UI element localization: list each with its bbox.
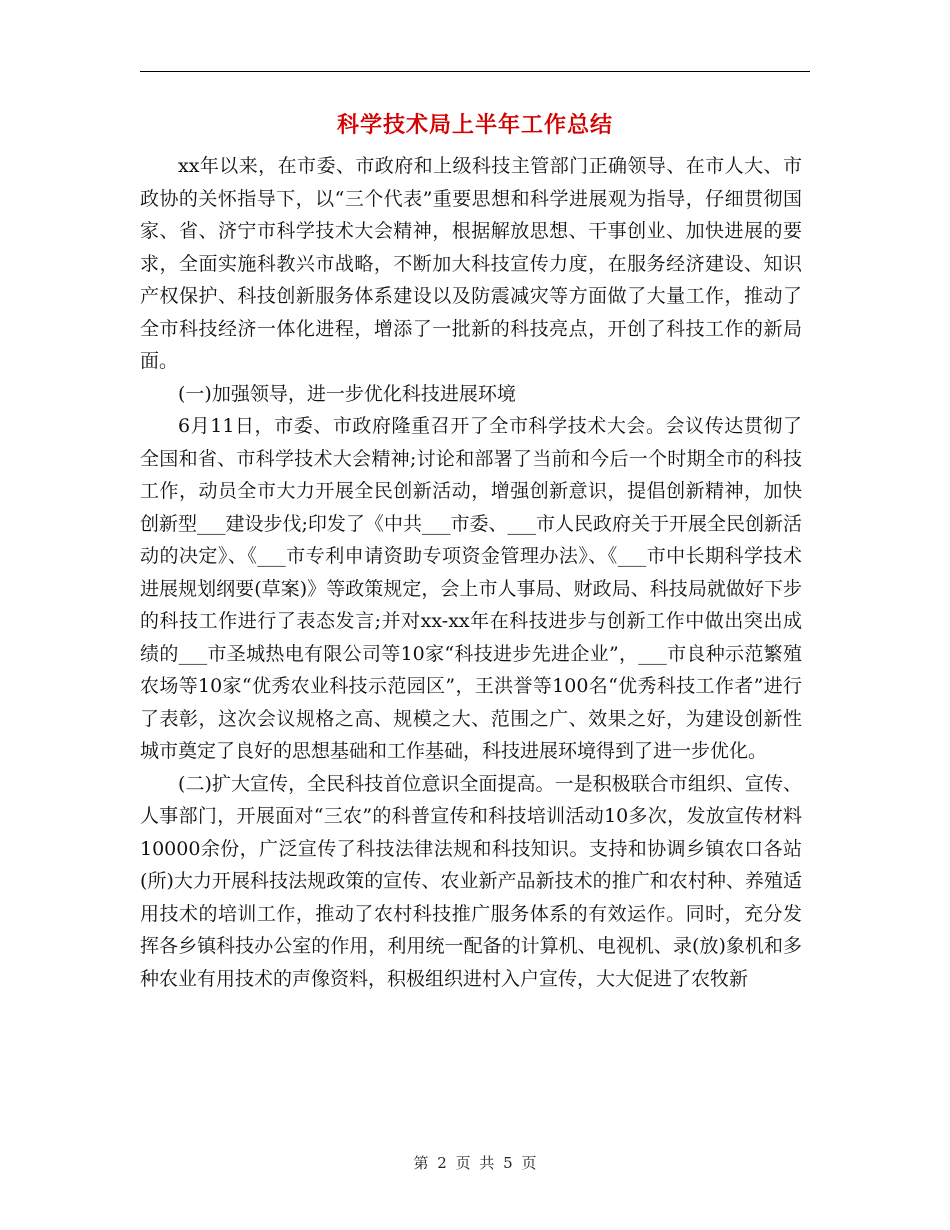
paragraph-section-1-body: 6月11日，市委、市政府隆重召开了全市科学技术大会。会议传达贯彻了全国和省、市科学技术大会精神;讨论和部署了当前和今后一个时期全市的科技工作，动员全市大力开展全民创新活动，增强创新意识，提倡创新精神，加快创新型___建设步伐;印发了《中共___市委、___市人民政府关于开展全民创新活动的决定》、《___市专利申请资助专项资金管理办法》、《___市中长期科学技术进展规划纲要(草案)》等政策规定，会上市人事局、财政局、科技局就做好下步的科技工作进行了表态发言;并对xx-xx年在科技进步与创新工作中做出突出成绩的___市圣城热电有限公司等10家“科技进步先进企业”，___市良种示范繁殖农场等10家“优秀农业科技示范园区”，王洪誉等100名“优秀科技工作者”进行了表彰，这次会议规格之高、规模之大、范围之广、效果之好，为建设创新性城市奠定了良好的思想基础和工作基础，科技进展环境得到了进一步优化。 [140,415,802,762]
paragraph-intro: xx年以来，在市委、市政府和上级科技主管部门正确领导、在市人大、市政协的关怀指导下，以“三个代表”重要思想和科学进展观为指导，仔细贯彻国家、省、济宁市科学技术大会精神，根据解放思想、干事创业、加快进展的要求，全面实施科教兴市战略，不断加大科技宣传力度，在服务经济建设、知识产权保护、科技创新服务体系建设以及防震减灾等方面做了大量工作，推动了全市科技经济一体化进程，增添了一批新的科技亮点，开创了科技工作的新局面。 [140,155,802,372]
document-body [140,150,802,995]
header-rule [140,71,810,72]
document-title: 科学技术局上半年工作总结 [336,112,613,138]
paragraph-section-1-heading: (一)加强领导，进一步优化科技进展环境 [178,382,516,405]
page-number-footer: 第 2 页 共 5 页 [413,1154,537,1172]
paragraph-section-2: (二)扩大宣传，全民科技首位意识全面提高。一是积极联合市组织、宣传、人事部门，开展面对“三农”的科普宣传和科技培训活动10多次，发放宣传材料10000余份，广泛宣传了科技法律法规和科技知识。支持和协调乡镇农口各站(所)大力开展科技法规政策的宣传、农业新产品新技术的推广和农村种、养殖适用技术的培训工作，推动了农村科技推广服务体系的有效运作。同时，充分发挥各乡镇科技办公室的作用，利用统一配备的计算机、电视机、录(放)象机和多种农业有用技术的声像资料，积极组织进村入户宣传，大大促进了农牧新 [140,772,802,990]
